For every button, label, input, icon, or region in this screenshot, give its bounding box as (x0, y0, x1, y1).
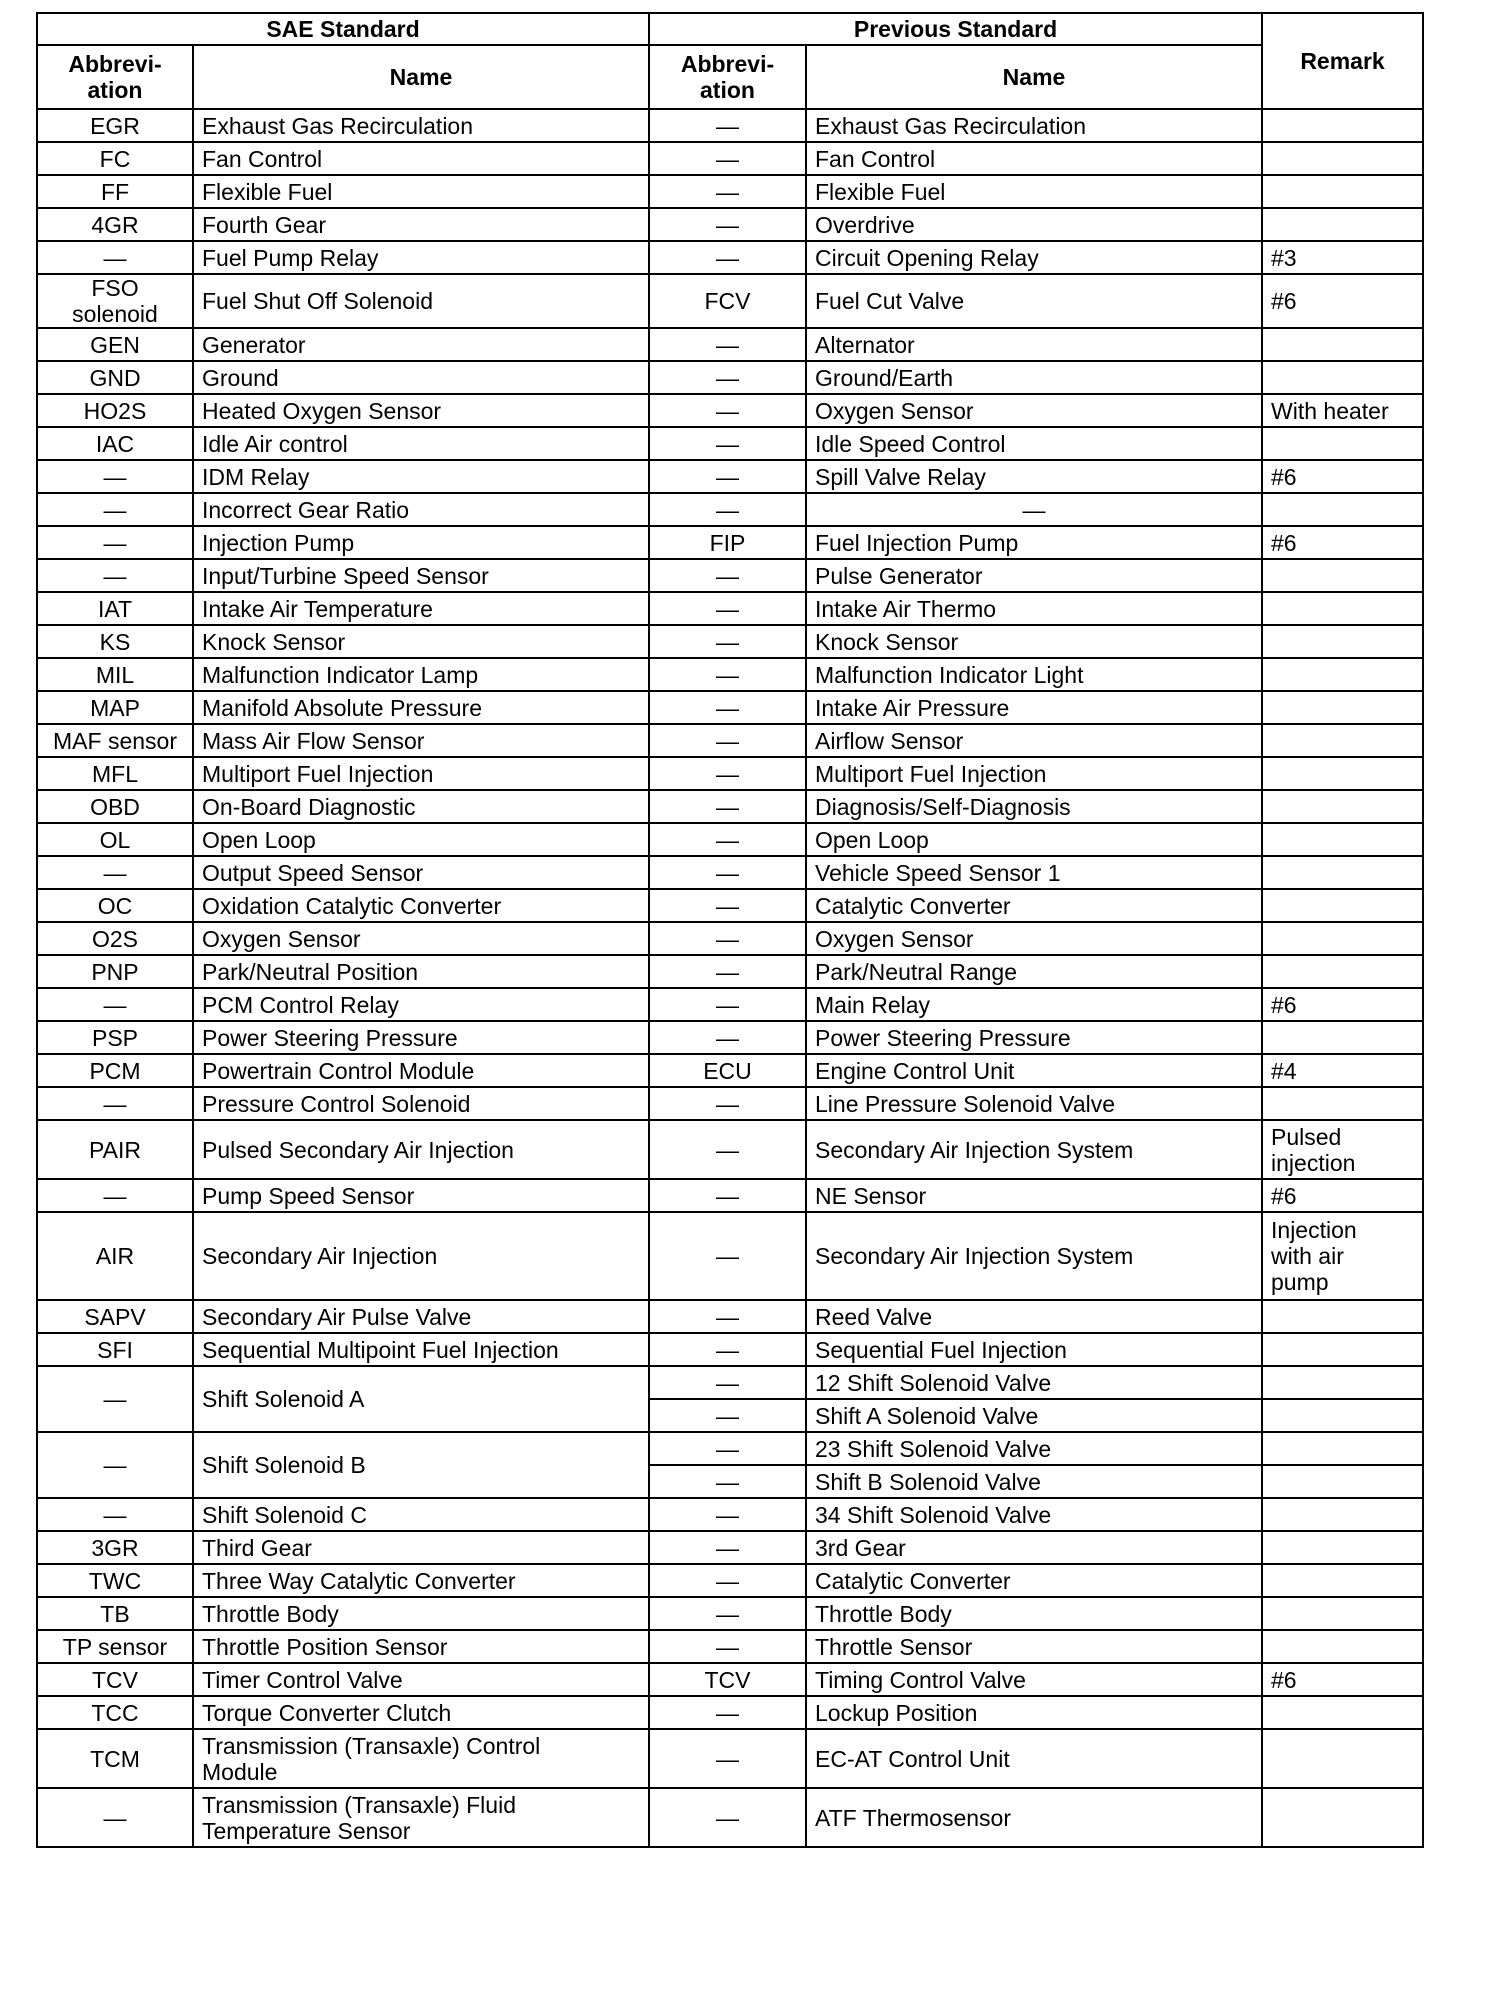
prev-name-cell: Oxygen Sensor (806, 394, 1262, 427)
prev-name-cell: Engine Control Unit (806, 1054, 1262, 1087)
sae-name-cell: Generator (193, 328, 649, 361)
remark-cell: #4 (1262, 1054, 1423, 1087)
remark-cell: #6 (1262, 1663, 1423, 1696)
sae-name-cell: Multiport Fuel Injection (193, 757, 649, 790)
sae-name-cell: Output Speed Sensor (193, 856, 649, 889)
remark-cell (1262, 889, 1423, 922)
sae-name-cell: Shift Solenoid C (193, 1498, 649, 1531)
sae-abbreviation-cell: OBD (37, 790, 193, 823)
prev-abbreviation-cell: — (649, 1021, 806, 1054)
prev-abbreviation-cell: FCV (649, 274, 806, 328)
remark-cell (1262, 1696, 1423, 1729)
prev-name-cell: Alternator (806, 328, 1262, 361)
prev-name-cell: 23 Shift Solenoid Valve (806, 1432, 1262, 1465)
table-row (37, 1630, 1423, 1663)
prev-abbreviation-cell: — (649, 1432, 806, 1465)
prev-name-cell: Power Steering Pressure (806, 1021, 1262, 1054)
sae-name-cell: Park/Neutral Position (193, 955, 649, 988)
sae-name-cell: PCM Control Relay (193, 988, 649, 1021)
prev-abbreviation-cell: — (649, 328, 806, 361)
remark-cell (1262, 142, 1423, 175)
sae-abbreviation-cell: HO2S (37, 394, 193, 427)
remark-cell (1262, 856, 1423, 889)
sae-abbreviation-cell: SAPV (37, 1300, 193, 1333)
sae-abbreviation-cell: MAP (37, 691, 193, 724)
sae-name-cell: Fuel Shut Off Solenoid (193, 274, 649, 328)
prev-abbreviation-cell: — (649, 1696, 806, 1729)
prev-name-cell: Secondary Air Injection System (806, 1212, 1262, 1300)
sae-abbreviation-cell: FF (37, 175, 193, 208)
sae-standard-header: SAE Standard (37, 13, 649, 45)
table-row (37, 361, 1423, 394)
table-row (37, 175, 1423, 208)
prev-name-cell: Knock Sensor (806, 625, 1262, 658)
table-row (37, 1498, 1423, 1531)
sae-abbreviation-cell: — (37, 988, 193, 1021)
remark-cell (1262, 1564, 1423, 1597)
table-row (37, 988, 1423, 1021)
sae-abbreviation-cell: MFL (37, 757, 193, 790)
sae-name-cell: Secondary Air Injection (193, 1212, 649, 1300)
prev-name-cell: Sequential Fuel Injection (806, 1333, 1262, 1366)
sae-abbreviation-cell: IAC (37, 427, 193, 460)
sae-abbreviation-cell: — (37, 241, 193, 274)
table-row (37, 493, 1423, 526)
prev-abbreviation-cell: — (649, 1333, 806, 1366)
remark-cell (1262, 328, 1423, 361)
table-row (37, 1087, 1423, 1120)
prev-name-cell: Open Loop (806, 823, 1262, 856)
sae-name-cell: Timer Control Valve (193, 1663, 649, 1696)
prev-name-cell: Shift B Solenoid Valve (806, 1465, 1262, 1498)
prev-name-cell: Idle Speed Control (806, 427, 1262, 460)
prev-abbreviation-cell: — (649, 856, 806, 889)
prev-name-cell: — (806, 493, 1262, 526)
sae-abbreviation-cell: — (37, 460, 193, 493)
prev-name-cell: Pulse Generator (806, 559, 1262, 592)
sae-name-cell: On-Board Diagnostic (193, 790, 649, 823)
remark-cell (1262, 1597, 1423, 1630)
remark-cell (1262, 493, 1423, 526)
sae-name-cell: Ground (193, 361, 649, 394)
remark-cell: #6 (1262, 526, 1423, 559)
prev-abbreviation-cell: — (649, 790, 806, 823)
abbreviation-table (36, 12, 1424, 1848)
remark-cell (1262, 1366, 1423, 1399)
sae-abbreviation-cell: KS (37, 625, 193, 658)
sae-abbreviation-cell: — (37, 526, 193, 559)
remark-cell (1262, 757, 1423, 790)
table-row (37, 592, 1423, 625)
sae-abbreviation-cell: — (37, 559, 193, 592)
prev-abbreviation-cell: — (649, 1120, 806, 1179)
table-body (37, 109, 1423, 1847)
table-row (37, 1597, 1423, 1630)
prev-abbreviation-cell: — (649, 658, 806, 691)
table-row (37, 241, 1423, 274)
prev-abbreviation-cell: — (649, 1212, 806, 1300)
sae-name-header: Name (193, 45, 649, 109)
prev-name-cell: ATF Thermosensor (806, 1788, 1262, 1847)
table-row (37, 757, 1423, 790)
remark-cell (1262, 691, 1423, 724)
sae-abbreviation-cell: — (37, 1432, 193, 1498)
sae-name-cell: Throttle Position Sensor (193, 1630, 649, 1663)
sae-name-cell: IDM Relay (193, 460, 649, 493)
prev-abbreviation-cell: — (649, 955, 806, 988)
table-row (37, 1729, 1423, 1788)
prev-name-cell: Reed Valve (806, 1300, 1262, 1333)
prev-abbreviation-cell: — (649, 241, 806, 274)
prev-abbreviation-cell: — (649, 460, 806, 493)
prev-name-cell: 12 Shift Solenoid Valve (806, 1366, 1262, 1399)
remark-header: Remark (1262, 13, 1423, 109)
sae-abbreviation-cell: TWC (37, 1564, 193, 1597)
prev-name-cell: Shift A Solenoid Valve (806, 1399, 1262, 1432)
prev-name-cell: Exhaust Gas Recirculation (806, 109, 1262, 142)
sae-name-cell: Throttle Body (193, 1597, 649, 1630)
prev-abbreviation-cell: — (649, 142, 806, 175)
prev-abbreviation-cell: — (649, 1531, 806, 1564)
prev-name-cell: Catalytic Converter (806, 1564, 1262, 1597)
remark-cell: #6 (1262, 460, 1423, 493)
remark-cell: #6 (1262, 1179, 1423, 1212)
prev-abbreviation-cell: — (649, 559, 806, 592)
sae-abbreviation-cell: EGR (37, 109, 193, 142)
table-row (37, 724, 1423, 757)
sae-name-cell: Knock Sensor (193, 625, 649, 658)
remark-cell (1262, 658, 1423, 691)
remark-cell (1262, 1432, 1423, 1465)
sae-name-cell: Fourth Gear (193, 208, 649, 241)
prev-abbreviation-cell: ECU (649, 1054, 806, 1087)
prev-abbreviation-cell: — (649, 1498, 806, 1531)
header-row-top (37, 13, 1423, 45)
prev-abbreviation-cell: — (649, 724, 806, 757)
table-row (37, 790, 1423, 823)
remark-cell: #6 (1262, 274, 1423, 328)
prev-abbreviation-cell: — (649, 922, 806, 955)
table-row (37, 559, 1423, 592)
remark-cell (1262, 1021, 1423, 1054)
table-row (37, 1788, 1423, 1847)
remark-cell (1262, 1729, 1423, 1788)
prev-abbreviation-cell: — (649, 1399, 806, 1432)
table-row (37, 274, 1423, 328)
prev-abbreviation-cell: — (649, 394, 806, 427)
prev-abbreviation-cell: — (649, 1729, 806, 1788)
table-row (37, 856, 1423, 889)
sae-name-cell: Pump Speed Sensor (193, 1179, 649, 1212)
prev-abbreviation-cell: — (649, 109, 806, 142)
prev-name-cell: Spill Valve Relay (806, 460, 1262, 493)
remark-cell (1262, 724, 1423, 757)
prev-name-cell: Throttle Sensor (806, 1630, 1262, 1663)
remark-cell (1262, 625, 1423, 658)
sae-abbreviation-cell: PAIR (37, 1120, 193, 1179)
prev-abbreviation-cell: — (649, 493, 806, 526)
prev-name-cell: Oxygen Sensor (806, 922, 1262, 955)
remark-cell: With heater (1262, 394, 1423, 427)
sae-name-cell: Oxygen Sensor (193, 922, 649, 955)
remark-cell (1262, 955, 1423, 988)
sae-name-cell: Input/Turbine Speed Sensor (193, 559, 649, 592)
prev-name-cell: EC-AT Control Unit (806, 1729, 1262, 1788)
table-row (37, 142, 1423, 175)
prev-abbreviation-cell: — (649, 1179, 806, 1212)
sae-name-cell: Third Gear (193, 1531, 649, 1564)
sae-name-cell: Sequential Multipoint Fuel Injection (193, 1333, 649, 1366)
prev-name-cell: Throttle Body (806, 1597, 1262, 1630)
prev-name-cell: Lockup Position (806, 1696, 1262, 1729)
sae-abbreviation-cell: — (37, 493, 193, 526)
remark-cell (1262, 922, 1423, 955)
prev-name-cell: Park/Neutral Range (806, 955, 1262, 988)
sae-abbreviation-cell: IAT (37, 592, 193, 625)
previous-standard-header: Previous Standard (649, 13, 1262, 45)
table-row (37, 1663, 1423, 1696)
prev-abbreviation-cell: — (649, 1597, 806, 1630)
sae-abbreviation-cell: OC (37, 889, 193, 922)
remark-cell (1262, 1788, 1423, 1847)
sae-name-cell: Three Way Catalytic Converter (193, 1564, 649, 1597)
table-row (37, 109, 1423, 142)
prev-abbreviation-cell: — (649, 1564, 806, 1597)
prev-abbreviation-cell: — (649, 1366, 806, 1399)
prev-abbreviation-cell: — (649, 175, 806, 208)
sae-abbreviation-cell: TCV (37, 1663, 193, 1696)
sae-abbreviation-cell: — (37, 1788, 193, 1847)
prev-name-cell: Catalytic Converter (806, 889, 1262, 922)
prev-name-cell: Fuel Injection Pump (806, 526, 1262, 559)
sae-abbreviation-cell: FC (37, 142, 193, 175)
sae-name-cell: Injection Pump (193, 526, 649, 559)
prev-abbreviation-cell: — (649, 757, 806, 790)
prev-abbreviation-cell: — (649, 592, 806, 625)
sae-name-cell: Shift Solenoid A (193, 1366, 649, 1432)
table-row (37, 889, 1423, 922)
prev-abbreviation-cell: TCV (649, 1663, 806, 1696)
table-row (37, 394, 1423, 427)
prev-abbreviation-cell: — (649, 361, 806, 394)
remark-cell: #6 (1262, 988, 1423, 1021)
prev-name-cell: Multiport Fuel Injection (806, 757, 1262, 790)
remark-cell (1262, 1465, 1423, 1498)
prev-name-cell: Timing Control Valve (806, 1663, 1262, 1696)
sae-name-cell: Pressure Control Solenoid (193, 1087, 649, 1120)
table-row (37, 1366, 1423, 1399)
prev-abbreviation-cell: — (649, 625, 806, 658)
sae-name-cell: Torque Converter Clutch (193, 1696, 649, 1729)
sae-abbreviation-cell: — (37, 1498, 193, 1531)
prev-abbreviation-cell: — (649, 1465, 806, 1498)
prev-abbreviation-cell: — (649, 691, 806, 724)
sae-abbreviation-cell: PSP (37, 1021, 193, 1054)
prev-abbreviation-cell: — (649, 427, 806, 460)
table-row (37, 1300, 1423, 1333)
table-row (37, 823, 1423, 856)
sae-abbreviation-cell: TCC (37, 1696, 193, 1729)
table-row (37, 208, 1423, 241)
table-row (37, 1021, 1423, 1054)
sae-name-cell: Pulsed Secondary Air Injection (193, 1120, 649, 1179)
prev-abbreviation-cell: — (649, 208, 806, 241)
prev-abbreviation-cell: — (649, 889, 806, 922)
table-row (37, 1531, 1423, 1564)
table-row (37, 1564, 1423, 1597)
table-row (37, 427, 1423, 460)
remark-cell (1262, 1087, 1423, 1120)
prev-name-cell: Fan Control (806, 142, 1262, 175)
prev-abbreviation-cell: — (649, 1087, 806, 1120)
sae-abbreviation-cell: O2S (37, 922, 193, 955)
prev-name-cell: Main Relay (806, 988, 1262, 1021)
sae-abbreviation-cell: PCM (37, 1054, 193, 1087)
sae-name-cell: Fuel Pump Relay (193, 241, 649, 274)
remark-cell (1262, 109, 1423, 142)
table-row (37, 328, 1423, 361)
table-row (37, 1212, 1423, 1300)
prev-name-cell: Intake Air Pressure (806, 691, 1262, 724)
prev-abbreviation-cell: FIP (649, 526, 806, 559)
sae-name-cell: Fan Control (193, 142, 649, 175)
sae-name-cell: Secondary Air Pulse Valve (193, 1300, 649, 1333)
prev-name-cell: Diagnosis/Self-Diagnosis (806, 790, 1262, 823)
sae-abbreviation-cell: PNP (37, 955, 193, 988)
prev-name-cell: Circuit Opening Relay (806, 241, 1262, 274)
sae-name-cell: Flexible Fuel (193, 175, 649, 208)
table-row (37, 1696, 1423, 1729)
prev-abbreviation-cell: — (649, 1630, 806, 1663)
remark-cell (1262, 361, 1423, 394)
prev-name-cell: Secondary Air Injection System (806, 1120, 1262, 1179)
remark-cell (1262, 559, 1423, 592)
sae-name-cell: Heated Oxygen Sensor (193, 394, 649, 427)
prev-name-header: Name (806, 45, 1262, 109)
remark-cell (1262, 1300, 1423, 1333)
remark-cell (1262, 1399, 1423, 1432)
sae-abbreviation-cell: GND (37, 361, 193, 394)
prev-name-cell: Airflow Sensor (806, 724, 1262, 757)
remark-cell (1262, 790, 1423, 823)
table-row (37, 526, 1423, 559)
sae-name-cell: Shift Solenoid B (193, 1432, 649, 1498)
remark-cell: Injection with air pump (1262, 1212, 1423, 1300)
remark-cell (1262, 1531, 1423, 1564)
sae-name-cell: Oxidation Catalytic Converter (193, 889, 649, 922)
remark-cell (1262, 592, 1423, 625)
sae-name-cell: Transmission (Transaxle) Fluid Temperature Sensor (193, 1788, 649, 1847)
remark-cell (1262, 208, 1423, 241)
table-row (37, 922, 1423, 955)
prev-abbreviation-cell: — (649, 988, 806, 1021)
remark-cell (1262, 427, 1423, 460)
sae-abbreviation-cell: MIL (37, 658, 193, 691)
sae-name-cell: Open Loop (193, 823, 649, 856)
sae-name-cell: Power Steering Pressure (193, 1021, 649, 1054)
prev-name-cell: Overdrive (806, 208, 1262, 241)
prev-name-cell: NE Sensor (806, 1179, 1262, 1212)
table-row (37, 658, 1423, 691)
prev-abbreviation-header: Abbrevi- ation (649, 45, 806, 109)
table-row (37, 460, 1423, 493)
prev-abbreviation-cell: — (649, 823, 806, 856)
sae-abbreviation-header: Abbrevi- ation (37, 45, 193, 109)
sae-name-cell: Manifold Absolute Pressure (193, 691, 649, 724)
prev-name-cell: Ground/Earth (806, 361, 1262, 394)
sae-name-cell: Mass Air Flow Sensor (193, 724, 649, 757)
sae-abbreviation-cell: TCM (37, 1729, 193, 1788)
remark-cell: #3 (1262, 241, 1423, 274)
sae-abbreviation-cell: TB (37, 1597, 193, 1630)
sae-abbreviation-cell: OL (37, 823, 193, 856)
remark-cell: Pulsed injection (1262, 1120, 1423, 1179)
sae-name-cell: Intake Air Temperature (193, 592, 649, 625)
remark-cell (1262, 1333, 1423, 1366)
sae-abbreviation-cell: — (37, 856, 193, 889)
prev-name-cell: 34 Shift Solenoid Valve (806, 1498, 1262, 1531)
sae-abbreviation-cell: 3GR (37, 1531, 193, 1564)
sae-name-cell: Transmission (Transaxle) Control Module (193, 1729, 649, 1788)
table-row (37, 691, 1423, 724)
remark-cell (1262, 823, 1423, 856)
sae-abbreviation-cell: MAF sensor (37, 724, 193, 757)
remark-cell (1262, 1498, 1423, 1531)
sae-name-cell: Idle Air control (193, 427, 649, 460)
prev-name-cell: 3rd Gear (806, 1531, 1262, 1564)
sae-abbreviation-cell: TP sensor (37, 1630, 193, 1663)
sae-abbreviation-cell: SFI (37, 1333, 193, 1366)
prev-name-cell: Flexible Fuel (806, 175, 1262, 208)
remark-cell (1262, 1630, 1423, 1663)
sae-name-cell: Incorrect Gear Ratio (193, 493, 649, 526)
prev-abbreviation-cell: — (649, 1300, 806, 1333)
header-row-sub (37, 45, 1423, 109)
remark-cell (1262, 175, 1423, 208)
table-row (37, 625, 1423, 658)
sae-abbreviation-cell: — (37, 1366, 193, 1432)
table-row (37, 1054, 1423, 1087)
prev-name-cell: Malfunction Indicator Light (806, 658, 1262, 691)
table-row (37, 955, 1423, 988)
sae-abbreviation-cell: FSO solenoid (37, 274, 193, 328)
prev-name-cell: Vehicle Speed Sensor 1 (806, 856, 1262, 889)
prev-name-cell: Fuel Cut Valve (806, 274, 1262, 328)
sae-name-cell: Exhaust Gas Recirculation (193, 109, 649, 142)
sae-name-cell: Malfunction Indicator Lamp (193, 658, 649, 691)
sae-abbreviation-cell: GEN (37, 328, 193, 361)
table-row (37, 1432, 1423, 1465)
sae-abbreviation-cell: AIR (37, 1212, 193, 1300)
table-row (37, 1120, 1423, 1179)
sae-abbreviation-cell: — (37, 1179, 193, 1212)
table-row (37, 1333, 1423, 1366)
sae-abbreviation-cell: — (37, 1087, 193, 1120)
prev-name-cell: Intake Air Thermo (806, 592, 1262, 625)
prev-name-cell: Line Pressure Solenoid Valve (806, 1087, 1262, 1120)
table-row (37, 1179, 1423, 1212)
sae-abbreviation-cell: 4GR (37, 208, 193, 241)
sae-name-cell: Powertrain Control Module (193, 1054, 649, 1087)
prev-abbreviation-cell: — (649, 1788, 806, 1847)
